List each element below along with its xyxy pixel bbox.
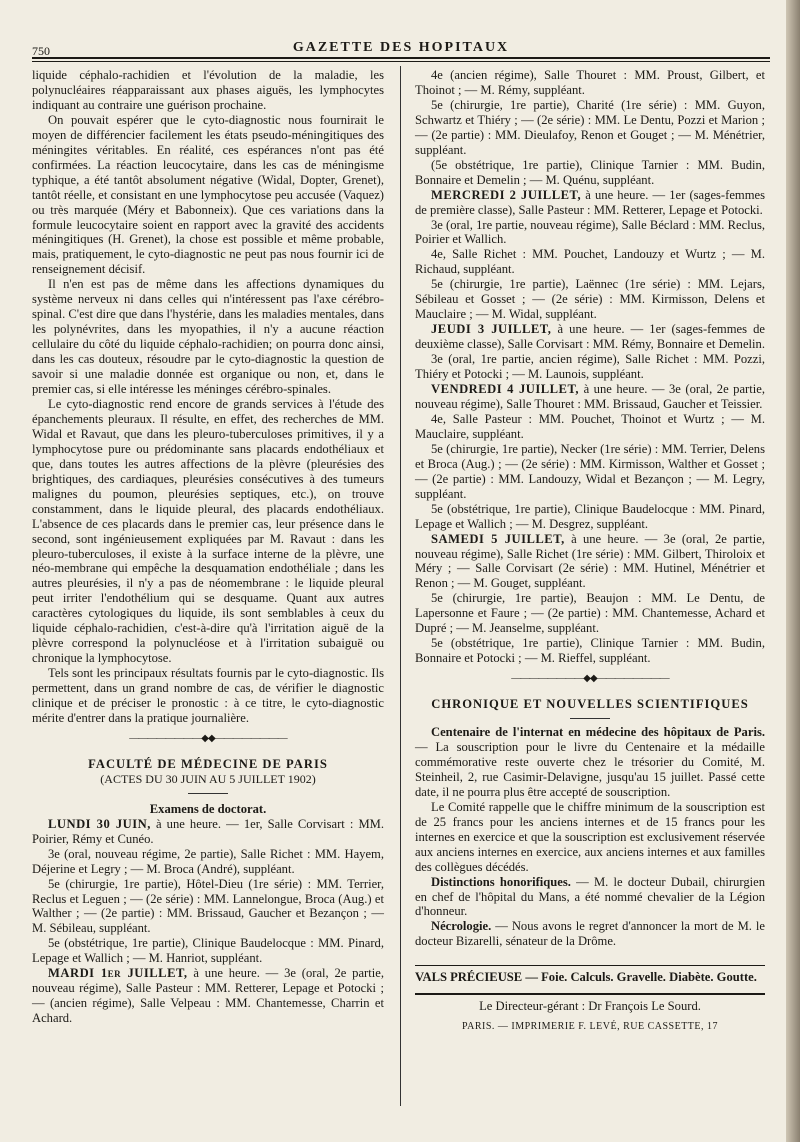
- exam-entry: 3e (oral, 1re partie, ancien régime), Salle Richet : MM. Pozzi, Thiéry et Potocki ; — M. Launois, suppléant.: [415, 352, 765, 382]
- exam-entry: 5e (chirurgie, 1re partie), Laënnec (1re série) : MM. Lejars, Sébileau et Gosset ; — (2e série) : MM. Kirmisson, Delens et Mauclaire ; — M. Widal, suppléant.: [415, 277, 765, 322]
- news-item: Centenaire de l'internat en médecine des hôpitaux de Paris. — La souscription pour le livre du Centenaire et la médaille commémorative reste ouverte chez le trésorier du Comité, M. Steinheil, 2, rue Casimir-Delavigne, jusqu'au 15 juillet. Passé cette date, il ne pourra plus être accepté de souscription.: [415, 725, 765, 799]
- exam-entry: 5e (obstétrique, 1re partie), Clinique Baudelocque : MM. Pinard, Lepage et Wallich ; — M. Hanriot, suppléant.: [32, 936, 384, 966]
- short-rule: [570, 718, 610, 719]
- exam-entry: MERCREDI 2 JUILLET, à une heure. — 1er (sages-femmes de première classe), Salle Pasteur : MM. Retterer, Lepage et Potocki.: [415, 187, 765, 217]
- book-spine-edge: [786, 0, 800, 1142]
- news-item: Le Comité rappelle que le chiffre minimum de la souscription est de 25 francs pour les anciens internes et de 15 francs pour les internes en exercice et que la souscription est exclusivement réservée aux anciens internes en exercice, aux anciens internes et aux familles des collègues décédés.: [415, 799, 765, 874]
- exam-entry: 5e (obstétrique, 1re partie), Clinique Tarnier : MM. Budin, Bonnaire et Potocki ; — M. Rieffel, suppléant.: [415, 636, 765, 666]
- header-rule-thin: [32, 61, 770, 62]
- paragraph: liquide céphalo-rachidien et l'évolution de la maladie, les polynucléaires réapparaissant aux phases aiguës, les lymphocytes indiquant au contraire une guérison prochaine.: [32, 68, 384, 112]
- faculty-subheading: (ACTES DU 30 JUIN AU 5 JUILLET 1902): [100, 771, 316, 786]
- exam-entry: (5e obstétrique, 1re partie), Clinique Tarnier : MM. Budin, Bonnaire et Demelin ; — M. Quénu, suppléant.: [415, 157, 765, 187]
- printer-line: PARIS. — IMPRIMERIE F. LEVÉ, RUE CASSETTE, 17: [461, 1021, 719, 1033]
- exam-entry: 3e (oral, 1re partie, nouveau régime), Salle Béclard : MM. Reclus, Poirier et Wallich.: [415, 217, 765, 247]
- page-header: [32, 30, 770, 58]
- chronique-heading: CHRONIQUE ET NOUVELLES SCIENTIFIQUES: [431, 697, 749, 712]
- page-number: 750: [32, 44, 50, 58]
- exam-entry: 4e (ancien régime), Salle Thouret : MM. Proust, Gilbert, et Thoinot ; — M. Rémy, suppléant.: [415, 68, 765, 97]
- paragraph: Tels sont les principaux résultats fournis par le cyto-diagnostic. Ils permettent, dans un grand nombre de cas, de vérifier le diagnostic clinique et de préciser le pronostic : à ce titre, le cyto-diagnostic mérite d'entrer dans la pratique journalière.: [32, 666, 384, 725]
- exam-entry: MARDI 1er JUILLET, à une heure. — 3e (oral, 2e partie, nouveau régime), Salle Pasteur : MM. Retterer, Lepage et Potocki ; — (ancien régime), Salle Velpeau : MM. Chantemesse, Charrin et Achard.: [32, 966, 384, 1026]
- exam-entry: 5e (chirurgie, 1re partie), Hôtel-Dieu (1re série) : MM. Terrier, Reclus et Leguen ; — (2e série) : MM. Lannelongue, Broca (Aug.) et Walther ; — (2e partie) : MM. Brissaud, Gaucher et Bezançon ; — M. Sébileau, suppléant.: [32, 876, 384, 936]
- exam-entry: 5e (chirurgie, 1re partie), Necker (1re série) : MM. Terrier, Delens et Broca (Aug.) ; — (2e série) : MM. Kirmisson, Walther et Gosset ; — (2e partie) : MM. Landouzy, Widal et Bezançon ; — M. Legry, suppléant.: [415, 441, 765, 501]
- news-item: Distinctions honorifiques. — M. le docteur Dubail, chirurgien en chef de l'hôpital du Mans, a été nommé chevalier de la Légion d'honneur.: [415, 874, 765, 919]
- exam-entry: SAMEDI 5 JUILLET, à une heure. — 3e (oral, 2e partie, nouveau régime), Salle Richet (1re série) : MM. Gilbert, Thiroloix et Méry ; — Salle Corvisart (2e série) : MM. Hutinel, Ménétrier et Renon ; — M. Gouget, suppléant.: [415, 531, 765, 591]
- exam-entry: LUNDI 30 JUIN, à une heure. — 1er, Salle Corvisart : MM. Poirier, Rémy et Cunéo.: [32, 816, 384, 846]
- exam-entry: 5e (obstétrique, 1re partie), Clinique Baudelocque : MM. Pinard, Lepage et Wallich ; — M. Desgrez, suppléant.: [415, 501, 765, 531]
- exam-entry: VENDREDI 4 JUILLET, à une heure. — 3e (oral, 2e partie, nouveau régime), Salle Thouret : MM. Brissaud, Gaucher et Teissier.: [415, 382, 765, 411]
- exam-entry: 5e (chirurgie, 1re partie), Charité (1re série) : MM. Guyon, Schwartz et Thiéry ; — (2e série) : MM. Le Dentu, Pozzi et Marion ; — (2e partie) : MM. Dieulafoy, Renon et Gouget ; — M. Ménétrier, suppléant.: [415, 97, 765, 157]
- left-column: [32, 68, 384, 1026]
- exam-entry: 3e (oral, nouveau régime, 2e partie), Salle Richet : MM. Hayem, Déjerine et Legry ; — M. Broca (André), suppléant.: [32, 846, 384, 876]
- exam-entry: 4e, Salle Richet : MM. Pouchet, Landouzy et Wurtz ; — M. Richaud, suppléant.: [415, 247, 765, 277]
- paragraph: Le cyto-diagnostic rend encore de grands services à l'étude des épanchements pleuraux. Il résulte, en effet, des recherches de MM. Widal et Ravaut, que dans les pleuro-tuberculoses primitives, il y a lymphocytose pure ou prédominante sans placards endothéliaux et que, dans toutes les autres affections de la plèvre (pleurésies des brightiques, des cardiaques, pleurésies consécutives à des tumeurs malignes du poumon, pleurésies septiques, etc.), on trouve constamment, dans le liquide pleural, des placards endothéliaux. L'absence de ces placards dans le premier cas, leur présence dans le second, sont ingénieusement expliquées par M. Ravaut : dans les pleuro-tuberculoses, il existe à la surface interne de la plèvre, une néo-membrane qui empêche la desquamation endothéliale ; dans les autres pleurésies, il n'y a pas de néomembrane : le liquide pleural peut irriter l'endothélium qui se desquame. Quant aux autres caractères cytologiques du liquide, ils sont semblables à ceux du liquide céphalo-rachidien, c'est-à-dire qu'à l'irritation aiguë de la plèvre correspond la polynucléose et à l'irritation subaiguë ou chronique la lymphocytose.: [32, 396, 384, 666]
- paragraph: On pouvait espérer que le cyto-diagnostic nous fournirait le moyen de différencier facilement les états pseudo-méningitiques des méningites véritables. En réalité, ces espérances n'ont pas été confirmées. La réaction leucocytaire, dans les cas de méningisme typhique, a été tantôt absolument négative (Widal, Dopter, Grenet), tantôt réelle, et consistant en une lymphocytose peu accusée (Vaquez) ou très marquée (Méry et Babonneix). Que ces variations dans la formule leucocytaire soient en rapport avec la gravité des accidents méningitiques (H. Grenet), la chose est possible et même probable, mais, pratiquement, le cyto-diagnostic ne peut pas nous fournir ici de renseignement décisif.: [32, 112, 384, 277]
- column-divider: [400, 66, 401, 1106]
- exam-entry: 4e, Salle Pasteur : MM. Pouchet, Thoinot et Wurtz ; — M. Mauclaire, suppléant.: [415, 411, 765, 441]
- ornament-divider: ————————◆◆————————: [129, 732, 287, 744]
- paragraph: Il n'en est pas de même dans les affections dynamiques du système nerveux ni dans celles qui n'intéressent pas l'axe cérébro-spinal. C'est dire que dans l'hystérie, dans les maladies mentales, dans les polynévrites, dans les myopathies, il n'y a aucune réaction cellulaire du côté du liquide céphalo-rachidien; on pourra donc ainsi, dans les cas douteux, résoudre par le cyto-diagnostic la question de savoir si une maladie donnée est organique ou non, et, dans le premier cas, si elle intéresse les méninges cérébro-spinales.: [32, 277, 384, 397]
- director-line: Le Directeur-gérant : Dr François Le Sourd.: [415, 993, 765, 1014]
- exam-entry: 5e (chirurgie, 1re partie), Beaujon : MM. Le Dentu, de Lapersonne et Faure ; — (2e partie) : MM. Chantemesse, Achard et Dupré ; — M. Jeanselme, suppléant.: [415, 591, 765, 636]
- faculty-heading: FACULTÉ DE MÉDECINE DE PARIS: [88, 756, 328, 771]
- header-rule: [32, 57, 770, 59]
- advertisement-vals: VALS PRÉCIEUSE — Foie. Calculs. Gravelle. Diabète. Goutte.: [415, 965, 765, 985]
- exams-heading: Examens de doctorat.: [149, 801, 267, 816]
- right-column: [415, 68, 765, 1035]
- journal-title: GAZETTE DES HOPITAUX: [292, 40, 510, 55]
- exam-entry: JEUDI 3 JUILLET, à une heure. — 1er (sages-femmes de deuxième classe), Salle Corvisart : MM. Rémy, Bonnaire et Demelin.: [415, 322, 765, 352]
- news-item: Nécrologie. — Nous avons le regret d'annoncer la mort de M. le docteur Bizarelli, sénateur de la Drôme.: [415, 919, 765, 949]
- short-rule: [188, 793, 228, 794]
- ornament-divider: ————————◆◆————————: [511, 673, 669, 685]
